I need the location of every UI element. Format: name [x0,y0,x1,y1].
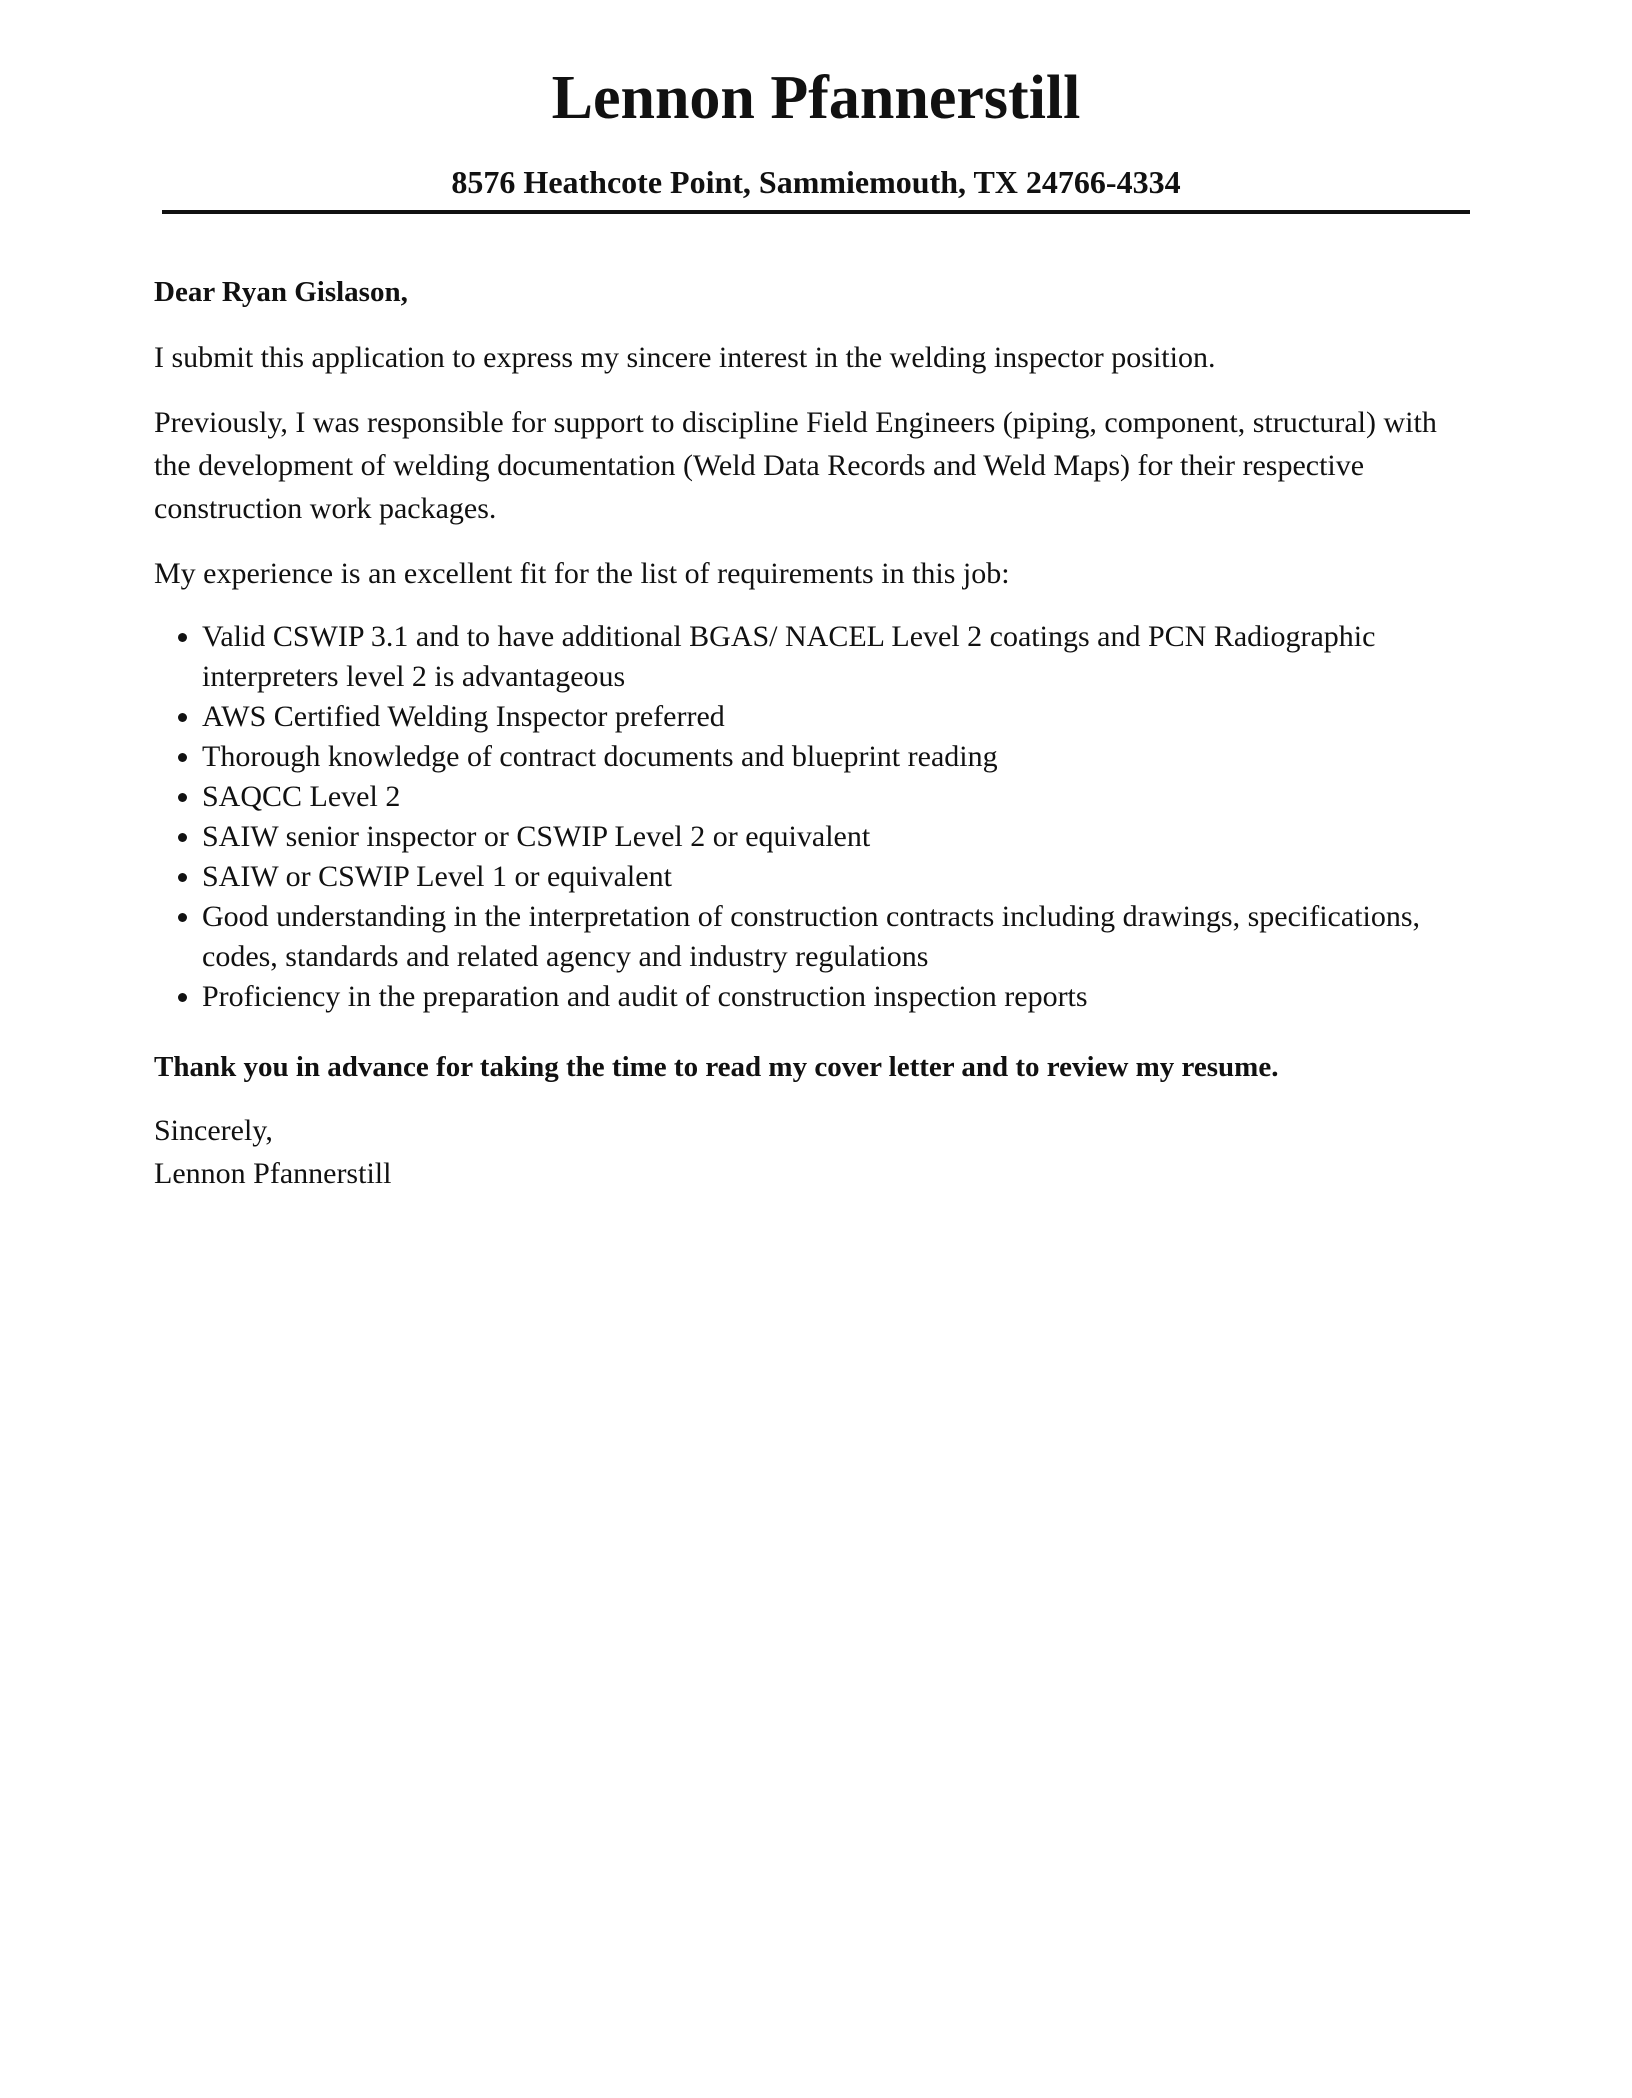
sender-address: 8576 Heathcote Point, Sammiemouth, TX 24766-4334 [451,164,1181,200]
list-item: • SAQCC Level 2 [202,777,1474,817]
sign-off: Sincerely, [154,1114,273,1147]
header-divider [162,210,1470,214]
thanks-paragraph: Thank you in advance for taking the time to read my cover letter and to review my resume. [154,1051,1279,1083]
intro-paragraph: I submit this application to express my sincere interest in the welding inspector position. [154,341,1216,374]
letter-body [154,272,1474,1195]
list-item: • SAIW senior inspector or CSWIP Level 2 or equivalent [202,817,1474,857]
letter-header [162,0,1470,202]
list-item: • Valid CSWIP 3.1 and to have additional BGAS/ NACEL Level 2 coatings and PCN Radiographic interpreters level 2 is advantageous [202,617,1474,697]
list-item: • AWS Certified Welding Inspector preferred [202,697,1474,737]
signature-name: Lennon Pfannerstill [154,1157,392,1190]
requirements-intro: My experience is an excellent fit for the list of requirements in this job: [154,557,1010,590]
list-item: • SAIW or CSWIP Level 1 or equivalent [202,857,1474,897]
requirements-list [154,617,1474,1017]
list-item: • Thorough knowledge of contract documents and blueprint reading [202,737,1474,777]
experience-paragraph: Previously, I was responsible for support to discipline Field Engineers (piping, component, structural) with the development of welding documentation (Weld Data Records and Weld Maps) for their respective construction work packages. [154,406,1437,525]
sender-name: Lennon Pfannerstill [551,64,1081,132]
greeting: Dear Ryan Gislason, [154,276,408,308]
list-item: • Proficiency in the preparation and audit of construction inspection reports [202,977,1474,1017]
list-item: • Good understanding in the interpretation of construction contracts including drawings, specifications, codes, standards and related agency and industry regulations [202,897,1474,977]
